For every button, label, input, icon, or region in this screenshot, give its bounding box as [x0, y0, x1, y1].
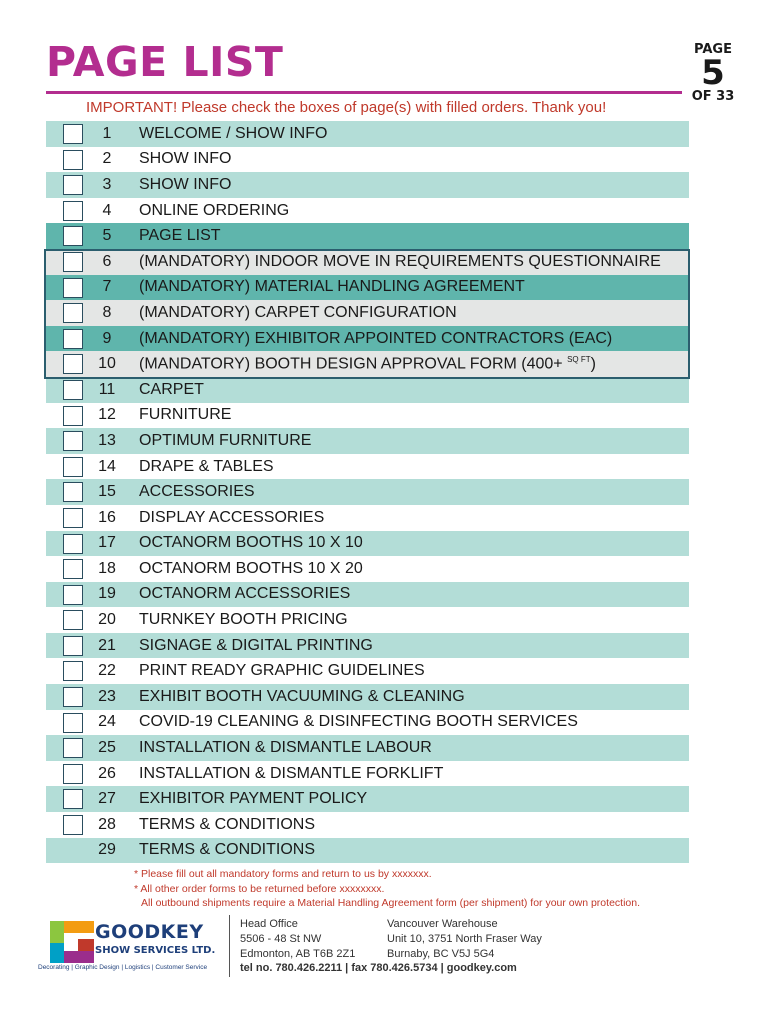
item-number: 14	[98, 457, 116, 475]
item-label: ONLINE ORDERING	[139, 201, 290, 219]
list-item	[46, 172, 689, 198]
list-item	[46, 479, 689, 505]
item-number: 13	[98, 431, 116, 449]
item-label: TERMS & CONDITIONS	[139, 815, 316, 833]
item-label: CARPET	[139, 380, 204, 398]
page-checkbox[interactable]	[63, 738, 83, 758]
logo-subtitle: SHOW SERVICES LTD.	[95, 945, 216, 956]
page-checkbox[interactable]	[63, 636, 83, 656]
page-checkbox[interactable]	[63, 534, 83, 554]
footnote-other: * All other order forms to be returned before xxxxxxxx.	[134, 882, 385, 895]
item-number: 17	[98, 534, 116, 552]
footnote-shipments: All outbound shipments require a Material Handling Agreement form (per shipment) for your own protection.	[141, 897, 641, 909]
list-item	[46, 249, 689, 275]
page-checkbox[interactable]	[63, 201, 83, 221]
item-label: INSTALLATION & DISMANTLE FORKLIFT	[139, 764, 444, 782]
item-label: PAGE LIST	[139, 227, 221, 245]
item-number: 22	[98, 662, 116, 680]
list-item	[46, 351, 689, 377]
item-label: FURNITURE	[139, 406, 232, 424]
list-item	[46, 147, 689, 173]
page-total: OF 33	[691, 89, 735, 104]
item-number: 9	[102, 329, 112, 347]
logo-tagline: Decorating | Graphic Design | Logistics | Customer Service	[38, 964, 208, 971]
list-item	[46, 786, 689, 812]
item-label: (MANDATORY) CARPET CONFIGURATION	[139, 303, 457, 321]
page-checkbox[interactable]	[63, 687, 83, 707]
item-number: 5	[102, 227, 112, 245]
list-item	[46, 658, 689, 684]
head-office-address	[240, 917, 355, 962]
list-item	[46, 735, 689, 761]
page-checkbox[interactable]	[63, 815, 83, 835]
item-label: SHOW INFO	[139, 150, 232, 168]
page-checkbox[interactable]	[63, 661, 83, 681]
warehouse-city: Burnaby, BC V5J 5G4	[387, 948, 495, 960]
head-office-street: 5506 - 48 St NW	[240, 933, 322, 945]
item-label: OCTANORM BOOTHS 10 X 20	[139, 559, 363, 577]
item-number: 2	[102, 150, 112, 168]
list-item	[46, 403, 689, 429]
item-number: 18	[98, 559, 116, 577]
head-office-city: Edmonton, AB T6B 2Z1	[240, 948, 356, 960]
item-label: TURNKEY BOOTH PRICING	[139, 611, 348, 629]
page-checkbox[interactable]	[63, 252, 83, 272]
title-divider	[46, 91, 682, 94]
item-number: 15	[98, 483, 116, 501]
list-item	[46, 428, 689, 454]
item-number: 23	[98, 687, 116, 705]
list-item	[46, 275, 689, 301]
item-label: EXHIBITOR PAYMENT POLICY	[139, 790, 368, 808]
item-label: INSTALLATION & DISMANTLE LABOUR	[139, 739, 432, 757]
item-label: WELCOME / SHOW INFO	[139, 124, 328, 142]
page-checkbox[interactable]	[63, 482, 83, 502]
item-label	[139, 355, 596, 373]
list-item	[46, 300, 689, 326]
item-number: 28	[98, 815, 116, 833]
contact-line: tel no. 780.426.2211 | fax 780.426.5734 | goodkey.com	[240, 962, 517, 974]
page-checkbox[interactable]	[63, 789, 83, 809]
page-checkbox[interactable]	[63, 278, 83, 298]
list-item	[46, 454, 689, 480]
footer-divider	[229, 915, 230, 977]
list-item	[46, 812, 689, 838]
page-checkbox[interactable]	[63, 610, 83, 630]
list-item	[46, 377, 689, 403]
item-label-text: (MANDATORY) BOOTH DESIGN APPROVAL FORM (400+	[139, 355, 563, 373]
list-item	[46, 710, 689, 736]
list-item	[46, 326, 689, 352]
warehouse-address	[387, 917, 542, 962]
item-number: 6	[102, 252, 112, 270]
item-label: SIGNAGE & DIGITAL PRINTING	[139, 636, 373, 654]
item-number: 24	[98, 713, 116, 731]
page-checkbox[interactable]	[63, 585, 83, 605]
item-number: 12	[98, 406, 116, 424]
page-checkbox[interactable]	[63, 457, 83, 477]
item-number: 10	[98, 355, 116, 373]
item-number: 4	[102, 201, 112, 219]
page-number: 5	[701, 53, 725, 93]
item-number: 8	[102, 303, 112, 321]
item-number: 11	[98, 380, 116, 398]
page-checkbox[interactable]	[63, 508, 83, 528]
logo-mark-icon	[48, 919, 100, 967]
list-item	[46, 684, 689, 710]
list-item	[46, 607, 689, 633]
item-number: 26	[98, 764, 116, 782]
list-item	[46, 582, 689, 608]
item-label: (MANDATORY) MATERIAL HANDLING AGREEMENT	[139, 278, 525, 296]
page-indicator	[683, 42, 743, 104]
page-checkbox[interactable]	[63, 124, 83, 144]
page-checkbox[interactable]	[63, 226, 83, 246]
item-label: (MANDATORY) EXHIBITOR APPOINTED CONTRACTORS (EAC)	[139, 329, 613, 347]
company-logo	[38, 915, 228, 980]
page-list	[46, 121, 689, 863]
item-number: 25	[98, 739, 116, 757]
footnote-mandatory: * Please fill out all mandatory forms and return to us by xxxxxxx.	[134, 868, 432, 880]
item-label: OPTIMUM FURNITURE	[139, 431, 312, 449]
page-checkbox[interactable]	[63, 354, 83, 374]
list-item	[46, 223, 689, 249]
page-checkbox[interactable]	[63, 380, 83, 400]
list-item	[46, 505, 689, 531]
page-checkbox[interactable]	[63, 303, 83, 323]
item-number: 21	[98, 636, 116, 654]
item-label: SHOW INFO	[139, 175, 232, 193]
list-item	[46, 121, 689, 147]
page-checkbox[interactable]	[63, 559, 83, 579]
item-label: EXHIBIT BOOTH VACUUMING & CLEANING	[139, 687, 465, 705]
item-number: 20	[98, 611, 116, 629]
head-office-title: Head Office	[240, 918, 298, 930]
logo-name: GOODKEY	[95, 921, 204, 943]
item-label: DISPLAY ACCESSORIES	[139, 508, 325, 526]
list-item	[46, 556, 689, 582]
item-label-superscript: SQ FT	[567, 354, 591, 364]
item-number: 27	[98, 790, 116, 808]
item-label: OCTANORM ACCESSORIES	[139, 585, 351, 603]
page-checkbox[interactable]	[63, 150, 83, 170]
warehouse-street: Unit 10, 3751 North Fraser Way	[387, 933, 542, 945]
list-item	[46, 198, 689, 224]
item-number: 1	[102, 124, 112, 142]
list-item	[46, 633, 689, 659]
footnotes	[134, 867, 640, 911]
item-label: DRAPE & TABLES	[139, 457, 274, 475]
page-label: PAGE	[694, 42, 732, 57]
item-label: TERMS & CONDITIONS	[139, 841, 316, 859]
item-number: 29	[98, 841, 116, 859]
page-checkbox[interactable]	[63, 713, 83, 733]
list-item	[46, 531, 689, 557]
page-title: PAGE LIST	[46, 38, 284, 86]
item-number: 19	[98, 585, 116, 603]
important-notice: IMPORTANT! Please check the boxes of page(s) with filled orders. Thank you!	[86, 99, 607, 116]
item-number: 16	[98, 508, 116, 526]
page-checkbox[interactable]	[63, 764, 83, 784]
item-label: (MANDATORY) INDOOR MOVE IN REQUIREMENTS QUESTIONNAIRE	[139, 252, 661, 270]
list-item	[46, 761, 689, 787]
item-number: 3	[102, 175, 112, 193]
item-label: OCTANORM BOOTHS 10 X 10	[139, 534, 363, 552]
page-checkbox[interactable]	[63, 329, 83, 349]
item-number: 7	[102, 278, 112, 296]
page-checkbox[interactable]	[63, 431, 83, 451]
page-checkbox[interactable]	[63, 175, 83, 195]
item-label-tail: )	[590, 355, 596, 373]
list-item	[46, 838, 689, 864]
item-label: COVID-19 CLEANING & DISINFECTING BOOTH SERVICES	[139, 713, 578, 731]
item-label: ACCESSORIES	[139, 483, 255, 501]
page-checkbox[interactable]	[63, 406, 83, 426]
warehouse-title: Vancouver Warehouse	[387, 918, 498, 930]
item-label: PRINT READY GRAPHIC GUIDELINES	[139, 662, 425, 680]
